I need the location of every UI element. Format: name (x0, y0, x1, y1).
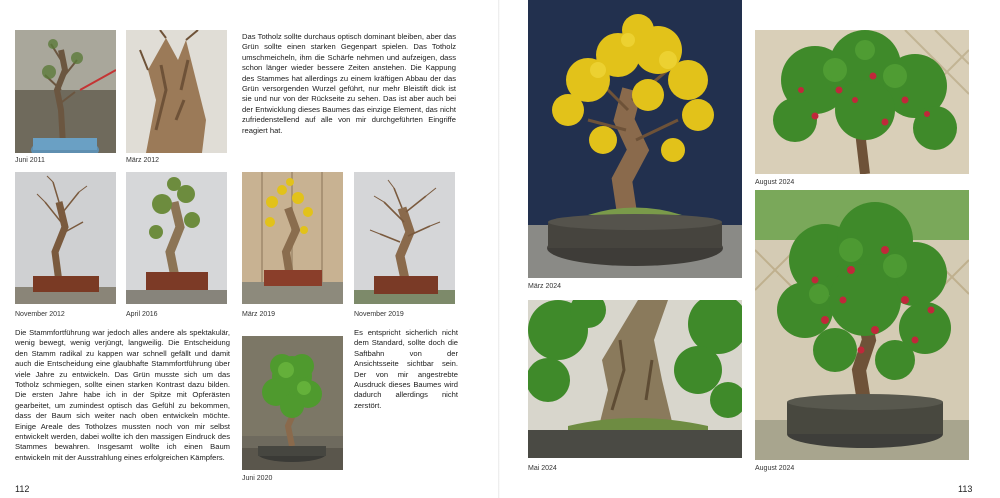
caption-august-2024-bottom: August 2024 (755, 465, 795, 472)
photo-april-2016 (126, 172, 227, 304)
caption-maerz-2019: März 2019 (242, 311, 276, 318)
caption-april-2016: April 2016 (126, 311, 158, 318)
paragraph-bottom-right: Es entspricht sicherlich nicht dem Standard, sollte doch die Saftbahn von der Ansichtsseite sichtbar sein. Der von mir angestrebte Ausdruck dieses Baumes wird dadurch allerdings nicht zerstört. (354, 328, 458, 410)
caption-november-2012: November 2012 (15, 311, 65, 318)
caption-juni-2011: Juni 2011 (15, 157, 45, 164)
right-page (500, 0, 1000, 498)
photo-november-2012 (15, 172, 116, 304)
caption-november-2019: November 2019 (354, 311, 404, 318)
photo-maerz-2019 (242, 172, 343, 304)
page-number-left: 112 (15, 484, 30, 494)
photo-juni-2011 (15, 30, 116, 153)
caption-mai-2024: Mai 2024 (528, 465, 557, 472)
page-number-right: 113 (958, 484, 973, 494)
caption-maerz-2024: März 2024 (528, 283, 562, 290)
paragraph-bottom-left: Die Stammfortführung war jedoch alles andere als spektakulär, wenig bewegt, wenig verjüngt, langweilig. Die Entscheidung den Stamm radikal zu kappen war schnell gefällt und damit auch die Entscheidung eine glaubhafte Stammfortführung über viele Jahre zu entwickeln. Das Grün musste sich um das Totholz schmiegen, sollte einen starken Kontrast dazu bilden. Die ersten Jahre habe ich in der Spitze mit Opferästen gearbeitet, um zumindest optisch das Gefühl zu bekommen, dass der Baum sich weiter nach oben entwickeln möchte. Einige Areale des Totholzes mussten noch von mir selbst entwickelt werden, dabei wollte ich den massigen Eindruck des Stammes bewahren. Insgesamt wollte ich einen Baum entwickeln mit der Ausstrahlung eines erfolgreichen Kämpfers. (15, 328, 230, 462)
photo-mai-2024 (528, 300, 742, 458)
paragraph-top: Das Totholz sollte durchaus optisch dominant bleiben, aber das Grün sollte einen starken Gegenpart spielen. Das Totholz umschmeicheln, ihm die Schärfe nehmen und aufzeigen, dass schon länger wieder bessere Zeiten anstehen. Die Kappung des Stammes hat allerdings zu einem kräftigen Abbau der das Grün versorgenden Wurzel geführt, nur mehr Bleistift dick ist sie und nur von der Rückseite zu sehen. Das ist aber auch bei der Entwicklung dieses Baumes das einzige Element, das nicht zufriedenstellend auf alle von mir durchgeführten Eingriffe reagiert hat. (242, 32, 456, 135)
photo-november-2019 (354, 172, 455, 304)
caption-august-2024-top: August 2024 (755, 179, 795, 186)
photo-maerz-2024 (528, 0, 742, 278)
photo-august-2024-top (755, 30, 969, 174)
photo-august-2024-bottom (755, 190, 969, 460)
caption-juni-2020: Juni 2020 (242, 475, 273, 482)
photo-juni-2020 (242, 336, 343, 470)
caption-maerz-2012: März 2012 (126, 157, 160, 164)
photo-maerz-2012 (126, 30, 227, 153)
